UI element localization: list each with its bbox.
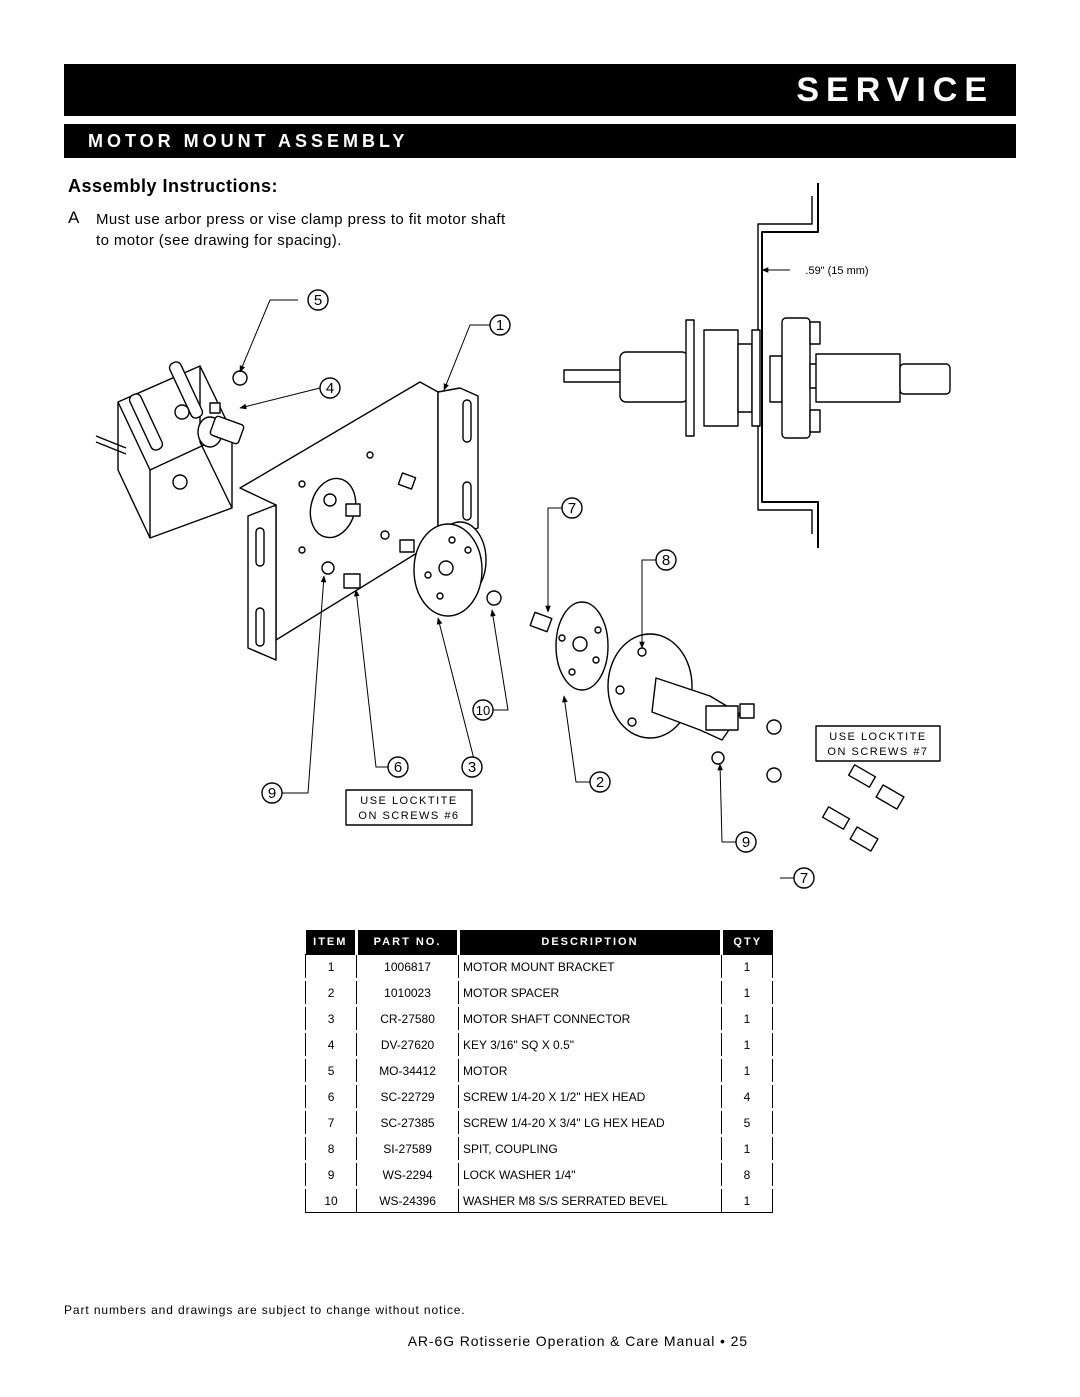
table-row [306,1136,773,1162]
screws-seven [823,765,904,851]
header-description: DESCRIPTION [458,930,721,955]
shaft-connector-part [414,522,501,616]
note-line: USE LOCKTITE [829,731,927,743]
table-row [306,955,773,980]
cell-item: 9 [306,1162,357,1188]
service-title: SERVICE [796,71,994,109]
cell-item: 4 [306,1032,357,1058]
cell-description: SCREW 1/4-20 X 1/2" HEX HEAD [458,1084,721,1110]
header-qty: QTY [721,930,772,955]
cell-description: MOTOR MOUNT BRACKET [458,955,721,980]
cell-part-no: 1006817 [357,955,459,980]
table-row [306,1032,773,1058]
cell-qty: 4 [721,1084,772,1110]
section-title: MOTOR MOUNT ASSEMBLY [88,131,409,151]
cell-description: LOCK WASHER 1/4" [458,1162,721,1188]
note-line: ON SCREWS #7 [827,746,929,758]
cell-part-no: SC-22729 [357,1084,459,1110]
callout-4: 4 [325,380,335,397]
cell-item: 10 [306,1188,357,1213]
cell-item: 3 [306,1006,357,1032]
table-row [306,1084,773,1110]
cell-qty: 5 [721,1110,772,1136]
cell-qty: 8 [721,1162,772,1188]
cell-part-no: SC-27385 [357,1110,459,1136]
cell-item: 7 [306,1110,357,1136]
cell-qty: 1 [721,1058,772,1084]
dimension-label: .59" (15 mm) [805,265,869,277]
motor-part [96,360,247,538]
callout-6: 6 [393,759,403,776]
table-row [306,1162,773,1188]
step-text: Must use arbor press or vise clamp press to fit motor shaft to motor (see drawing for spacing). [96,211,506,249]
cell-part-no: CR-27580 [357,1006,459,1032]
header-part-no: PART NO. [357,930,459,955]
footnote: Part numbers and drawings are subject to change without notice. [64,1303,466,1317]
cell-description: MOTOR SPACER [458,980,721,1006]
header-item: ITEM [306,930,357,955]
table-row [306,1058,773,1084]
table-row [306,1006,773,1032]
callout-5: 5 [313,292,323,309]
cell-item: 5 [306,1058,357,1084]
callout-8: 8 [661,552,671,569]
callout-2: 2 [595,774,605,791]
note-line: ON SCREWS #6 [358,810,460,822]
cell-part-no: WS-24396 [357,1188,459,1213]
cell-description: KEY 3/16" SQ X 0.5" [458,1032,721,1058]
callout-3: 3 [467,759,477,776]
cell-part-no: MO-34412 [357,1058,459,1084]
callout-7: 7 [799,870,809,887]
cell-part-no: DV-27620 [357,1032,459,1058]
cell-item: 1 [306,955,357,980]
cell-item: 2 [306,980,357,1006]
cell-qty: 1 [721,955,772,980]
cell-qty: 1 [721,1032,772,1058]
callout-1: 1 [495,317,505,334]
callout-10: 10 [475,703,491,718]
cell-description: SPIT, COUPLING [458,1136,721,1162]
callout-7: 7 [567,500,577,517]
callout-9: 9 [267,785,277,802]
instructions-title: Assembly Instructions: [68,176,279,196]
side-view [564,183,950,548]
table-row [306,1188,773,1213]
note-line: USE LOCKTITE [360,795,458,807]
cell-item: 6 [306,1084,357,1110]
step-letter: A [68,208,80,227]
page-footer: AR-6G Rotisserie Operation & Care Manual • 25 [407,1333,748,1349]
table-row [306,980,773,1006]
cell-part-no: WS-2294 [357,1162,459,1188]
spit-coupling-part [608,634,781,782]
cell-part-no: SI-27589 [357,1136,459,1162]
parts-table [305,930,773,1213]
cell-description: MOTOR [458,1058,721,1084]
spacer-part [530,602,608,690]
cell-item: 8 [306,1136,357,1162]
table-header-row [306,930,773,955]
cell-part-no: 1010023 [357,980,459,1006]
callout-9: 9 [741,834,751,851]
cell-qty: 1 [721,1136,772,1162]
cell-qty: 1 [721,1006,772,1032]
cell-description: MOTOR SHAFT CONNECTOR [458,1006,721,1032]
cell-description: SCREW 1/4-20 X 3/4" LG HEX HEAD [458,1110,721,1136]
cell-description: WASHER M8 S/S SERRATED BEVEL [458,1188,721,1213]
table-row [306,1110,773,1136]
cell-qty: 1 [721,1188,772,1213]
cell-qty: 1 [721,980,772,1006]
